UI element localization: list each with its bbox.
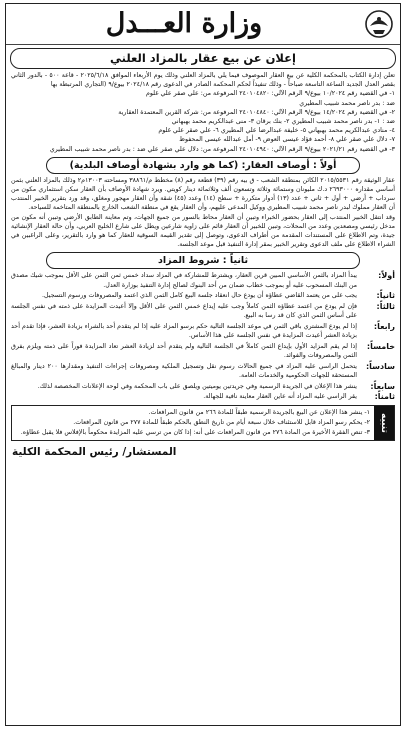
condition-label: ثالثاً: [376,302,395,312]
intro-line: ٢- في القضية رقم ١٤/٢٠٢٤ بيوع/٩ الرقم الآلي: ٢٤٠١٠٤٨٤٠ المرفوعة من: شركة القرين المعتمدة العقارية [118,108,395,116]
condition-text: يجب على من يعتمد القاضي عطاؤه أن يودع حال انعقاد جلسة البيع كامل الثمن الذي اعتمد والمصروفات ورسوم التسجيل. [42,292,357,300]
description-paragraph: عقار الوثيقة رقم ٢٠١٥/٥٥٣١ الكائن بمنطقة الشعب - ق بيه رقم (٣٩) قطعة رقم (٨) مخطط م/٣٨٨٦١ ومساحته ١٣٠٠٣م٢ وذلك بالمزاد العلني بثمن أساسي مقداره ٢٦٩٣٠٠٠ د.ك مليونان وستمائة وثلاثة وتسعون ألف وثلاثمائة دينار كويتي. ويرد شهادة الأوصاف بأن العقار سكن استثماري مكون من سرداب + أرضي + أول + ثاني + عدد (١٣) أدوار متكررة + سطح (١٤) وعدد (٤٥) شقة وأن العقار مهجور ومغلق، وقد ورد بتقرير الخبير المنتدب أن العقار مملوك لبدر ناصر محمد شبيب المطيري ووكيل المدعى عليهم، وأن العقار يقع في منطقة الشعب الخارج بالمنطقة المتاخمة للسياحة. [11,176,395,212]
condition-text: إذا لم يودع المشتري باقي الثمن في موعد الجلسة التالية حكم برسو المزاد عليه إذا لم يتقدم أحد بالشراء بزيادة العشر، فإذا تقدم أحد بزيادة العشر أعيدت المزايدة في نفس الجلسة على هذا الأساس. [11,322,357,340]
intro-line: ٣- في القضية رقم ٢٠٢١/٢١ بيوع/٩ الرقم الآلي: ٢٤٠١٠٤٩٤٠ المرفوعة من: دلال علي صقر علي ضد : بدر ناصر محمد شبيب المطيري [49,145,395,153]
notice-tag: تنبيه [374,406,394,441]
property-description [11,176,395,250]
description-paragraph: وقد انتقل الخبير المنتدب إلى العقار بحضور الخبراء وتبين أن العقار محاط بالسور من جميع الجهات، وتم معاينة الطابق الأرضي وتبين أنه مكون من مدخل رئيسي ومصعدين وعدد من المحلات، وتبين للخبير أن العقار قائم على زاوية شارعين ويطل على شارع الخليج العربي، وأن حالة العقار الإنشائية جيدة، وتم الاطلاع على المستندات المقدمة من أطراف الدعوى، وتوصل إلى تقدير القيمة السوقية للعقار كما هو وارد بالتقرير، وعلى الراغبين في الشراء الاطلاع على ملف الدعوى وتقرير الخبير بمقر إدارة التنفيذ قبل موعد الجلسة. [11,213,395,249]
kuwait-emblem-icon [364,8,394,40]
condition-label: سادساً: [365,361,395,371]
condition-label: ثانياً: [376,291,395,301]
intro-line: ١- في القضية رقم ١٠/٢٠٢٤ بيوع/٩ الرقم الآلي: ٢٤٠١٠٤٨٢٠ المرفوعة من: علي صقر علي غلوم [145,90,395,98]
intro-line: ٤- منادي عبدالكريم محمد بهبهاني ٥- خليفة عبدالرضا علي المطيري ٦- علي صقر علي غلوم [158,127,395,135]
intro-line: ٧- دلال علي صقر علي ٨- أحمد فؤاد عيسى العوض ٩- أمل عبدالله عيسى المحفوظ [179,136,395,144]
auction-notice-page [5,3,401,726]
header [6,4,400,45]
property-description-heading: أولاً : أوصاف العقار: (كما هو وارد بشهادة أوصاف البلدية) [46,157,360,174]
notice-title: إعلان عن بيع عقار بالمزاد العلني [10,48,396,69]
conditions-list [11,271,395,401]
condition-text: يتحمل الراسي عليه المزاد في جميع الحالات رسوم نقل وتسجيل الملكية ومصروفات إجراءات التنفيذ ومقدارها ٢٠٠ دينار والمبالغ المستحقة للجهات الحكومية والخدمات العامة. [11,362,357,379]
condition-item [11,382,395,391]
intro-line: ضد : بدر ناصر محمد شبيب المطيري [299,99,395,107]
condition-text: ينشر هذا الإعلان في الجريدة الرسمية وفي جريدتين يوميتين ويلصق على باب المحكمة وفي لوحة الإعلانات المخصصة لذلك. [37,382,357,390]
intro-line: تعلن إدارة الكتاب بالمحكمة الكلية عن بيع العقار الموصوف فيما يلي بالمزاد العلني وذلك يوم الأربعاء الموافق ٢٠٢٥/٦/١٨ - قاعة ٥٠٠ - بالدور الثاني بقصر العدل الجديد الساعة التاسعة صباحاً - وذلك تنفيذاً لحكم المحكمة الصادر في الدعوى رقم ٢٠٢٤/١٨ بيوع/٩ (التجاري المرتبطة بها [11,72,395,89]
condition-label: رابعاً: [373,321,395,331]
intro-line: ضد : ١- بدر ناصر محمد شبيب المطيري ٢- بنك برقان ٣- منى عبدالكريم محمد بهبهاني [171,118,395,126]
condition-item [11,271,395,289]
condition-label: سابعاً: [370,381,395,391]
condition-item [11,322,395,340]
condition-label: ثامناً: [374,392,395,402]
condition-item [11,291,395,300]
signature-line: المستشار/ رئيس المحكمة الكلية [12,446,177,459]
condition-text: إذا لم يقم المزايد الأول بإيداع الثمن كاملاً في الجلسة التالية ولم يتقدم أحد لزيادة العشر تعاد المزايدة فوراً على ذمته ويلزم بفرق الثمن والمصروفات والفوائد. [11,342,357,360]
condition-item [11,362,395,380]
notice-item: ١- ينشر هذا الإعلان عن البيع بالجريدة الرسمية طبقاً للمادة ٢٦٦ من قانون المرافعات. [148,408,370,416]
condition-text: فإن لم يودع من اعتمد عطاؤه الثمن كاملاً وجب عليه إيداع خمس الثمن على الأقل وإلا أعيدت المزايدة على ذمته في نفس الجلسة على أساس الثمن الذي كان قد رسا به البيع. [11,303,357,320]
notice-item: ٣- تنص الفقرة الأخيرة من المادة ٢٧٦ من قانون المرافعات على أنه: إذا كان من ترسي عليه المزايدة محكوماً بالإفلاس فلا يقبل عطاؤه. [20,429,370,436]
condition-label: أولاً: [378,271,395,281]
intro-block [11,71,395,154]
condition-label: خامساً: [366,341,395,351]
condition-item [11,342,395,360]
condition-item [11,392,395,401]
condition-item [11,302,395,320]
condition-text: يبدأ المزاد بالثمن الأساسي المبين قرين العقار، ويشترط للمشاركة في المزاد سداد خمس ثمن الثمن على الأقل بموجب شيك مصدق من البنك المسحوب عليه أو بموجب خطاب ضمان من أحد البنوك لصالح إدارة التنفيذ بوزارة العدل. [11,272,357,289]
condition-text: يقر الراسي عليه المزاد أنه عاين العقار معاينة نافية للجهالة. [203,393,357,401]
notice-item: ٢- يحكم رسو المزاد قابل للاستئناف خلال سبعة أيام من تاريخ النطق بالحكم طبقاً للمادة ٢٧٧ من قانون المرافعات. [73,418,370,426]
notice-items [12,406,374,441]
notice-box [11,405,395,442]
ministry-title: وزارة العـــدل [105,8,263,39]
auction-conditions-heading: ثانياً : شروط المزاد [46,252,360,269]
